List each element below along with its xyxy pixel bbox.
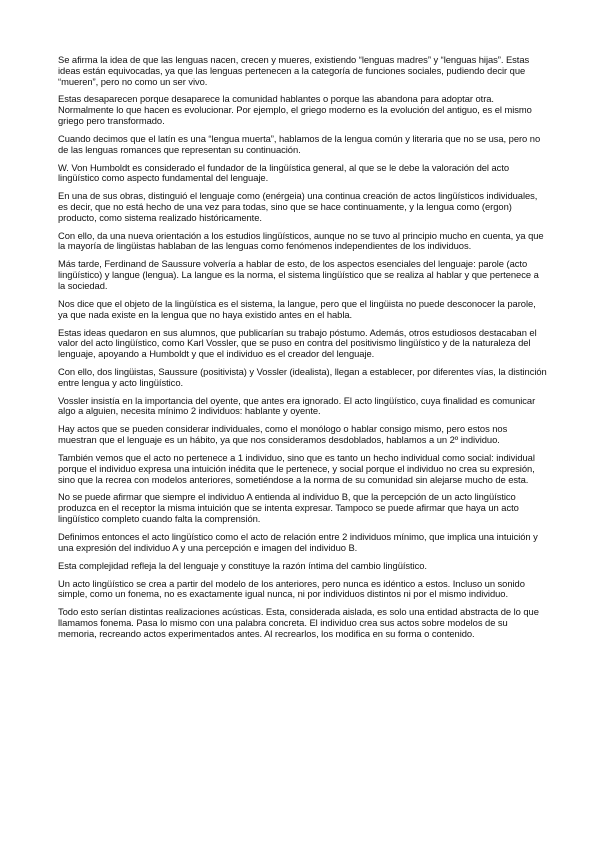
paragraph: Cuando decimos que el latín es una “lengua muerta”, hablamos de la lengua común y literaria que no se usa, pero no de las lenguas romances que representan su continuación. bbox=[58, 132, 541, 155]
paragraph: Con ello, dos lingüistas, Saussure (positivista) y Vossler (idealista), llegan a establecer, por diferentes vías, la distinción entre lengua y acto lingüístico. bbox=[58, 365, 547, 388]
paragraph: Más tarde, Ferdinand de Saussure volvería a hablar de esto, de los aspectos esenciales del lenguaje: parole (acto lingüístico) y langue (lengua). La langue es la norma, el sistema lingüístico que se realiza al hablar y que pertenece a la sociedad. bbox=[58, 258, 539, 291]
paragraph: Vossler insistía en la importancia del oyente, que antes era ignorado. El acto lingüístico, cuya finalidad es comunicar algo a alguien, necesita mínimo 2 individuos: hablante y oyente. bbox=[58, 394, 536, 417]
paragraph: Se afirma la idea de que las lenguas nacen, crecen y mueres, existiendo “lenguas madres” y “lenguas hijas”. Estas ideas están equivocadas, ya que las lenguas pertenecen a la categoría de funciones sociales, pudiendo decir que “mueren”, pero no como un ser vivo. bbox=[58, 54, 530, 87]
paragraph: Estas ideas quedaron en sus alumnos, que publicarían su trabajo póstumo. Además, otros estudiosos destacaban el valor del acto lingüístico, como Karl Vossler, que se puso en contra del positivismo lingüístico y de la naturaleza del lenguaje, apoyando a Humboldt y que el individuo es el creador del lenguaje. bbox=[58, 326, 537, 359]
document-page bbox=[58, 55, 548, 647]
paragraph: Nos dice que el objeto de la lingüística es el sistema, la langue, pero que el lingüista no puede desconocer la parole, ya que nada existe en la lengua que no haya existido antes en el habla. bbox=[58, 297, 536, 320]
paragraph: Hay actos que se pueden considerar individuales, como el monólogo o hablar consigo mismo, pero estos nos muestran que el lenguaje es un hábito, ya que nos consideramos desdoblados, hablamos a un 2º individuo. bbox=[58, 423, 508, 446]
paragraph: En una de sus obras, distinguió el lenguaje como (enérgeia) una continua creación de actos lingüísticos individuales, es decir, que no está hecho de una vez para todas, sino que se hace continuamente, y la lengua como (ergon) producto, como sistema realizado históricamente. bbox=[58, 190, 538, 223]
paragraph: Con ello, da una nueva orientación a los estudios lingüísticos, aunque no se tuvo al principio mucho en cuenta, ya que la mayoría de lingüistas hablaban de las lenguas como fenómenos independientes de los individuos. bbox=[58, 229, 544, 252]
paragraph: Todo esto serían distintas realizaciones acústicas. Esta, considerada aislada, es solo una entidad abstracta de lo que llamamos fonema. Pasa lo mismo con una palabra concreta. El individuo crea sus actos sobre modelos de su memoria, recreando actos experimentados antes. Al recrearlos, los modifica en su forma o contenido. bbox=[58, 606, 539, 639]
paragraph: No se puede afirmar que siempre el individuo A entienda al individuo B, que la percepción de un acto lingüístico produzca en el receptor la misma intuición que se intenta expresar. Tampoco se puede afirmar que haya un acto lingüístico completo cuando falta la comprensión. bbox=[58, 491, 519, 524]
paragraph: Definimos entonces el acto lingüístico como el acto de relación entre 2 individuos mínimo, que implica una intuición y una expresión del individuo A y una percepción e imagen del individuo B. bbox=[58, 530, 538, 553]
paragraph: También vemos que el acto no pertenece a 1 individuo, sino que es tanto un hecho individual como social: individual porque el individuo expresa una intuición inédita que le pertenece, y social porque el individuo no crea su expresión, sino que la recrea con modelos anteriores, sometiéndose a la norma de su comunidad sin alejarse mucho de esta. bbox=[58, 452, 535, 485]
paragraph: W. Von Humboldt es considerado el fundador de la lingüística general, al que se le debe la valoración del acto lingüístico como aspecto fundamental del lenguaje. bbox=[58, 161, 510, 184]
paragraph: Esta complejidad refleja la del lenguaje y constituye la razón íntima del cambio lingüístico. bbox=[58, 559, 427, 571]
paragraph: Estas desaparecen porque desaparece la comunidad hablantes o porque las abandona para adoptar otra. Normalmente lo que hacen es evolucionar. Por ejemplo, el griego moderno es la evolución del antiguo, es el mismo griego pero transformado. bbox=[58, 93, 532, 126]
paragraph: Un acto lingüístico se crea a partir del modelo de los anteriores, pero nunca es idéntico a estos. Incluso un sonido simple, como un fonema, no es exactamente igual nunca, ni por individuos distintos ni por el mismo individuo. bbox=[58, 577, 525, 600]
